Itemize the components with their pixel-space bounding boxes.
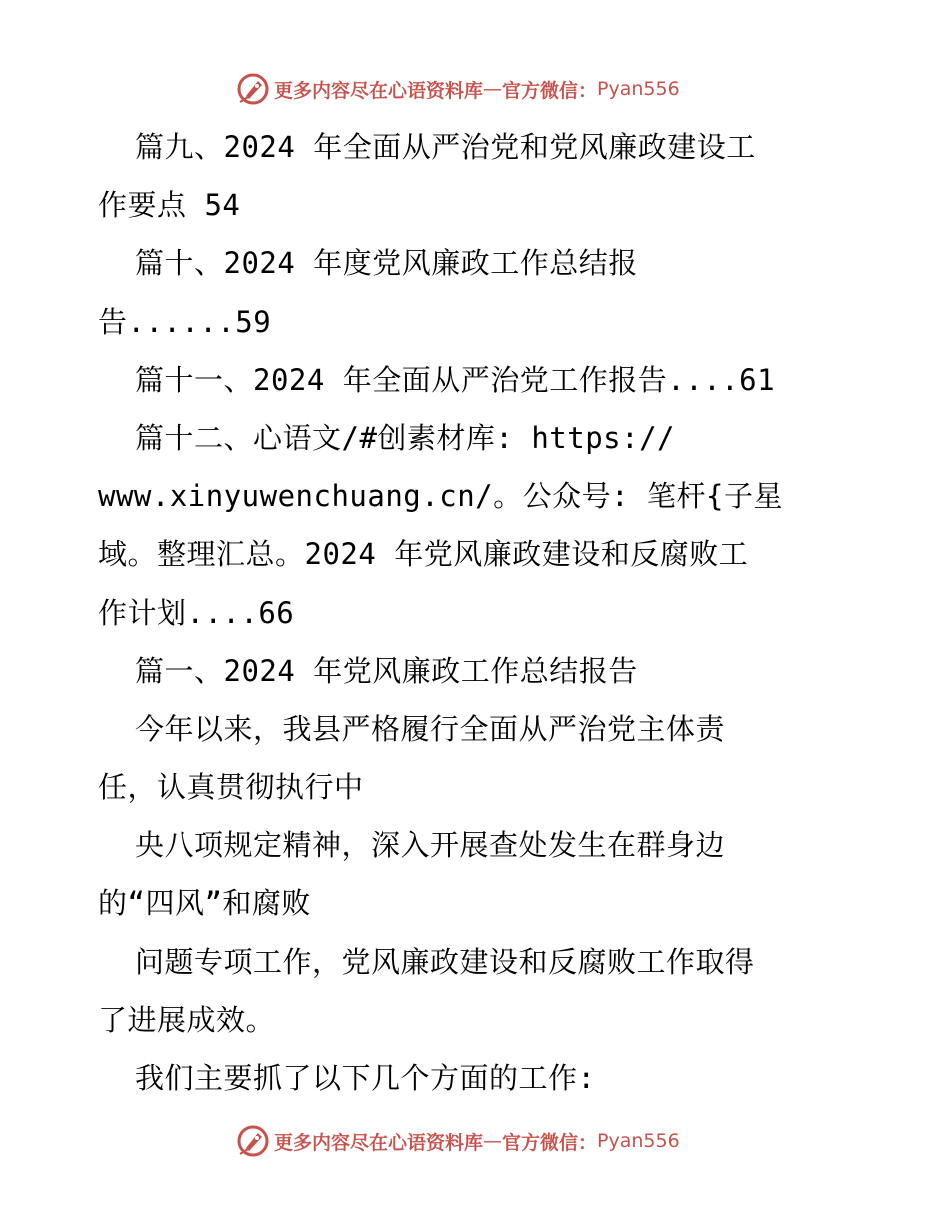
text-line: 告......59	[98, 304, 272, 339]
watermark-header	[236, 72, 680, 106]
document-body	[98, 118, 838, 1107]
text-line: www.xinyuwenchuang.cn/。公众号: 笔杆{子星	[98, 479, 783, 514]
text-line: 作要点 54	[98, 188, 241, 223]
text-line: 问题专项工作，党风廉政建设和反腐败工作取得	[135, 944, 755, 979]
text-line: 央八项规定精神，深入开展查处发生在群身边	[135, 828, 726, 863]
watermark-separator: —	[483, 78, 503, 100]
text-line: 篇一、2024 年党风廉政工作总结报告	[135, 653, 638, 688]
text-line: 我们主要抓了以下几个方面的工作:	[135, 1061, 596, 1095]
text-line: 任，认真贯彻执行中	[98, 770, 364, 805]
pen-nib-logo-icon	[236, 1124, 270, 1158]
text-line: 的“四风”和腐败	[98, 886, 311, 921]
text-line: 篇十、2024 年度党风廉政工作总结报	[135, 246, 638, 281]
text-line: 篇九、2024 年全面从严治党和党风廉政建设工	[135, 130, 756, 164]
text-line: 篇十二、心语文/#创素材库: https://	[135, 420, 676, 455]
text-line: 今年以来，我县严格履行全面从严治党主体责	[135, 711, 726, 746]
watermark-sub-text: 官方微信：	[502, 79, 598, 102]
watermark-main-text: 更多内容尽在心语资料库	[274, 1131, 484, 1154]
watermark-sub-text: 官方微信：	[502, 1131, 598, 1154]
watermark-main-text: 更多内容尽在心语资料库	[274, 79, 484, 102]
watermark-separator: —	[483, 1130, 503, 1152]
text-line: 了进展成效。	[98, 1002, 276, 1037]
text-line: 域。整理汇总。2024 年党风廉政建设和反腐败工	[98, 537, 749, 572]
text-line: 作计划....66	[98, 595, 295, 630]
watermark-handle: Pyan556	[597, 1130, 680, 1152]
watermark-handle: Pyan556	[597, 78, 680, 100]
text-line: 篇十一、2024 年全面从严治党工作报告....61	[135, 362, 776, 397]
pen-nib-logo-icon	[236, 72, 270, 106]
watermark-footer	[236, 1124, 680, 1158]
